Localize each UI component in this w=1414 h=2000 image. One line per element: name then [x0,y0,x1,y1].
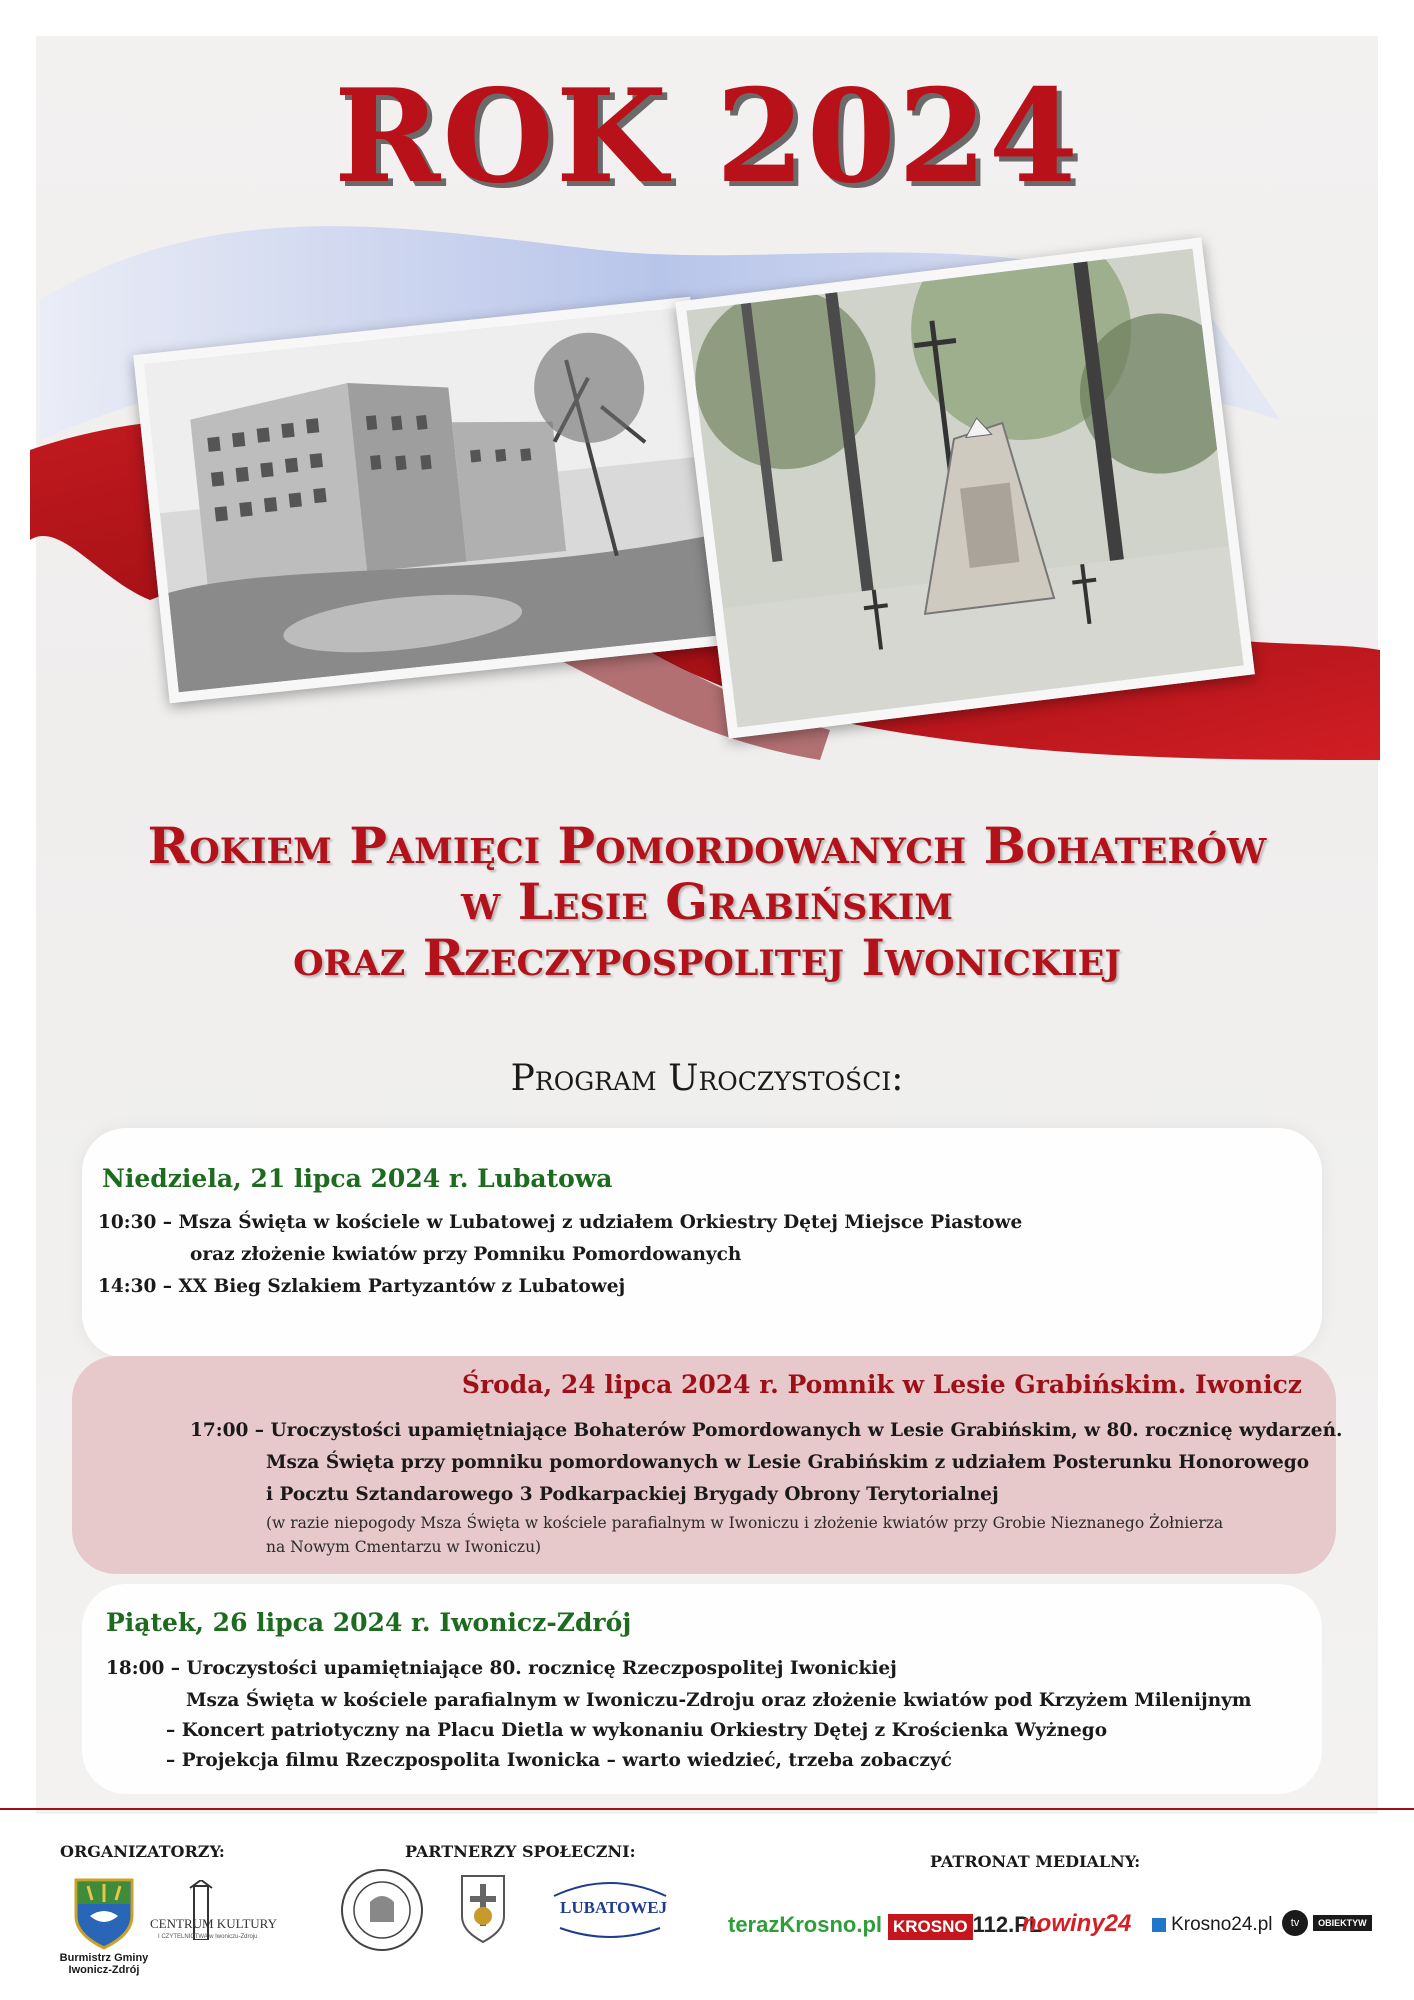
krosno24-text: Krosno24.pl [1171,1914,1273,1935]
obiektyw-text: OBIEKTYW [1313,1915,1372,1931]
footer-divider [0,1808,1414,1810]
event-line: – Koncert patriotyczny na Placu Dietla w wykonaniu Orkiestry Dętej z Krościenka Wyżnego [166,1720,1108,1741]
stowarzyszenie-seal-icon [340,1868,424,1952]
subtitle-line-1: Rokiem Pamięci Pomordowanych Bohaterów [147,816,1267,875]
event-note: (w razie niepogody Msza Święta w kościele parafialnym w Iwoniczu i złożenie kwiatów przy Grobie Nieznanego Żołnierza [266,1514,1224,1532]
tv-obiektyw-logo [1282,1910,1372,1936]
lubatowa-society-logo [550,1876,670,1940]
centrum-kultury-logo [150,1880,290,1950]
organizer-caption: Burmistrz Gminy Iwonicz-Zdrój [59,1952,149,1976]
event-note: na Nowym Cmentarzu w Iwoniczu) [266,1538,542,1556]
subtitle [0,818,1414,986]
program-title: Program Uroczystości: [510,1058,904,1099]
krosno112-number: 112.PL [972,1912,1043,1937]
krosno24-logo [1152,1914,1273,1936]
sanatorium-photo [133,297,727,704]
event-line: 10:30 – Msza Święta w kościele w Lubatowej z udziałem Orkiestry Dętej Miejsce Piastowe [98,1212,1023,1233]
event-card-sunday [82,1128,1322,1358]
event-day-heading: Piątek, 26 lipca 2024 r. Iwonicz-Zdrój [106,1608,632,1637]
krosno112-logo [888,1912,1042,1940]
event-line: 14:30 – XX Bieg Szlakiem Partyzantów z Lubatowej [98,1276,626,1297]
lubatowa-logo-text: LUBATOWEJ [560,1898,668,1917]
event-day-heading: Niedziela, 21 lipca 2024 r. Lubatowa [102,1164,613,1193]
event-line: Msza Święta przy pomniku pomordowanych w Lesie Grabińskim z udziałem Posterunku Honorowego [266,1452,1310,1473]
event-line: oraz złożenie kwiatów przy Pomniku Pomordowanych [190,1244,742,1265]
nowiny24-logo: nowiny24 [1022,1910,1132,1937]
cross-emblem-icon [456,1872,510,1946]
partners-heading: PARTNERZY SPOŁECZNI: [405,1842,636,1861]
krosno112-badge: KROSNO [888,1914,973,1940]
subtitle-line-3: oraz Rzeczypospolitej Iwonickiej [293,928,1121,987]
krosno24-square-icon [1152,1918,1166,1932]
subtitle-line-2: w Lesie Grabińskim [461,872,953,931]
poster-title: ROK 2024 [334,62,1080,212]
terazkrosno-logo: terazKrosno.pl [728,1912,883,1937]
event-line: 17:00 – Uroczystości upamiętniające Bohaterów Pomordowanych w Lesie Grabińskim, w 80. rocznicę wydarzeń. [190,1420,1343,1441]
event-card-friday [82,1584,1322,1794]
event-line: 18:00 – Uroczystości upamiętniające 80. rocznicę Rzeczpospolitej Iwonickiej [106,1658,897,1679]
event-day-heading: Środa, 24 lipca 2024 r. Pomnik w Lesie Grabińskim. Iwonicz [461,1370,1302,1399]
monument-photo [675,237,1255,738]
centrum-kultury-sub: I CZYTELNICTWA w Iwoniczu-Zdroju [158,1934,258,1940]
event-line: Msza Święta w kościele parafialnym w Iwoniczu-Zdroju oraz złożenie kwiatów pod Krzyżem Milenijnym [186,1690,1252,1711]
event-line: i Pocztu Sztandarowego 3 Podkarpackiej Brygady Obrony Terytorialnej [266,1484,999,1505]
event-card-wednesday [72,1356,1343,1574]
centrum-kultury-name: CENTRUM KULTURY [150,1916,278,1931]
event-line: – Projekcja filmu Rzeczpospolita Iwonicka – warto wiedzieć, trzeba zobaczyć [166,1750,952,1771]
organizers-heading: ORGANIZATORZY: [60,1842,225,1861]
iwonicz-coat-of-arms-icon [72,1876,136,1950]
tv-circle-icon: tv [1282,1910,1308,1936]
media-heading: PATRONAT MEDIALNY: [930,1852,1141,1871]
